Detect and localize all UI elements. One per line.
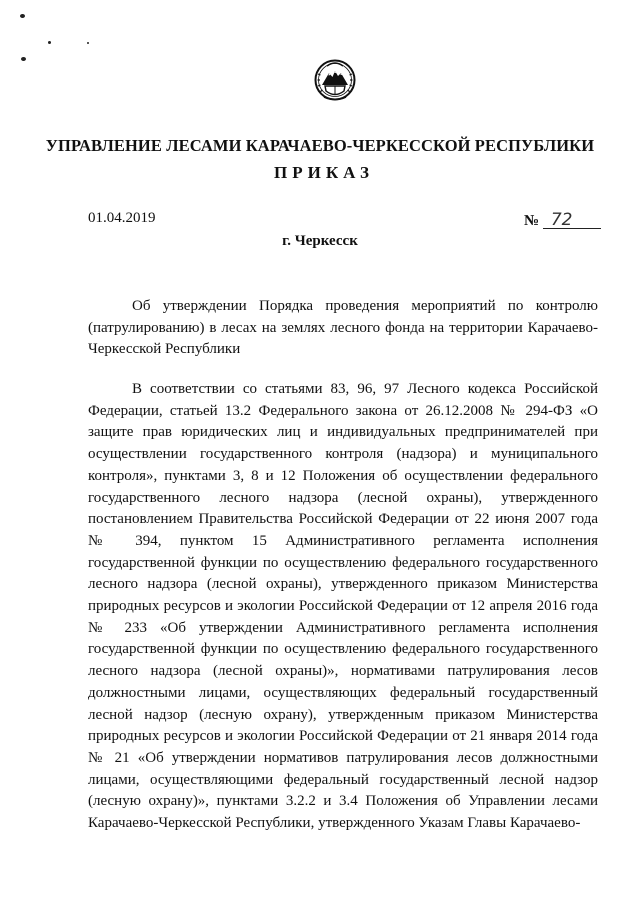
document-city: г. Черкесск [282,233,358,249]
scan-mark [48,41,51,44]
number-value-handwritten: 72 [543,212,601,229]
document-subject: Об утверждении Порядка проведения мероприятий по контролю (патрулированию) в лесах на землях лесного фонда на территории Карачаево-Черкесской Республики [88,298,598,357]
document-number [524,212,601,230]
document-type-heading: ПРИКАЗ [274,163,374,182]
organization-title: УПРАВЛЕНИЕ ЛЕСАМИ КАРАЧАЕВО-ЧЕРКЕССКОЙ РЕСПУБЛИКИ [45,136,595,155]
scan-mark [20,14,25,18]
scan-mark [87,42,89,44]
scan-mark [21,57,26,61]
coat-of-arms-icon [314,56,356,104]
document-date: 01.04.2019 [88,210,156,226]
number-label: № [524,213,540,229]
document-body-paragraph: В соответствии со статьями 83, 96, 97 Лесного кодекса Российской Федерации, статьей 13.2 Федерального закона от 26.12.2008 № 294-ФЗ «О защите прав юридических лиц и индивидуальных предпринимателей при осуществлении государственного контроля (надзора) и муниципального контроля», пунктами 3, 8 и 12 Положения об осуществлении федерального государственного лесного надзора (лесной охраны), утвержденного постановлением Правительства Российской Федерации от 22 июня 2007 года № 394, пунктом 15 Административного регламента исполнения государственной функции по осуществлению федерального государственного лесного надзора (лесной охраны), утвержденного приказом Министерства природных ресурсов и экологии Российской Федерации от 12 апреля 2016 года № 233 «Об утверждении Административного регламента исполнения государственной функции по осуществлению федерального государственного лесного надзора (лесной охраны)», нормативами патрулирования лесов должностными лицами, осуществляющих федеральный государственный лесной надзор (лесную охрану), утвержденным приказом Министерства природных ресурсов и экологии Российской Федерации от 21 января 2014 года № 21 «Об утверждении нормативов патрулирования лесов должностными лицами, осуществляющими федеральный государственный лесной надзор (лесную охрану)», пунктами 3.2.2 и 3.4 Положения об Управлении лесами Карачаево-Черкесской Республики, утвержденного Указам Главы Карачаево- [88,381,598,832]
